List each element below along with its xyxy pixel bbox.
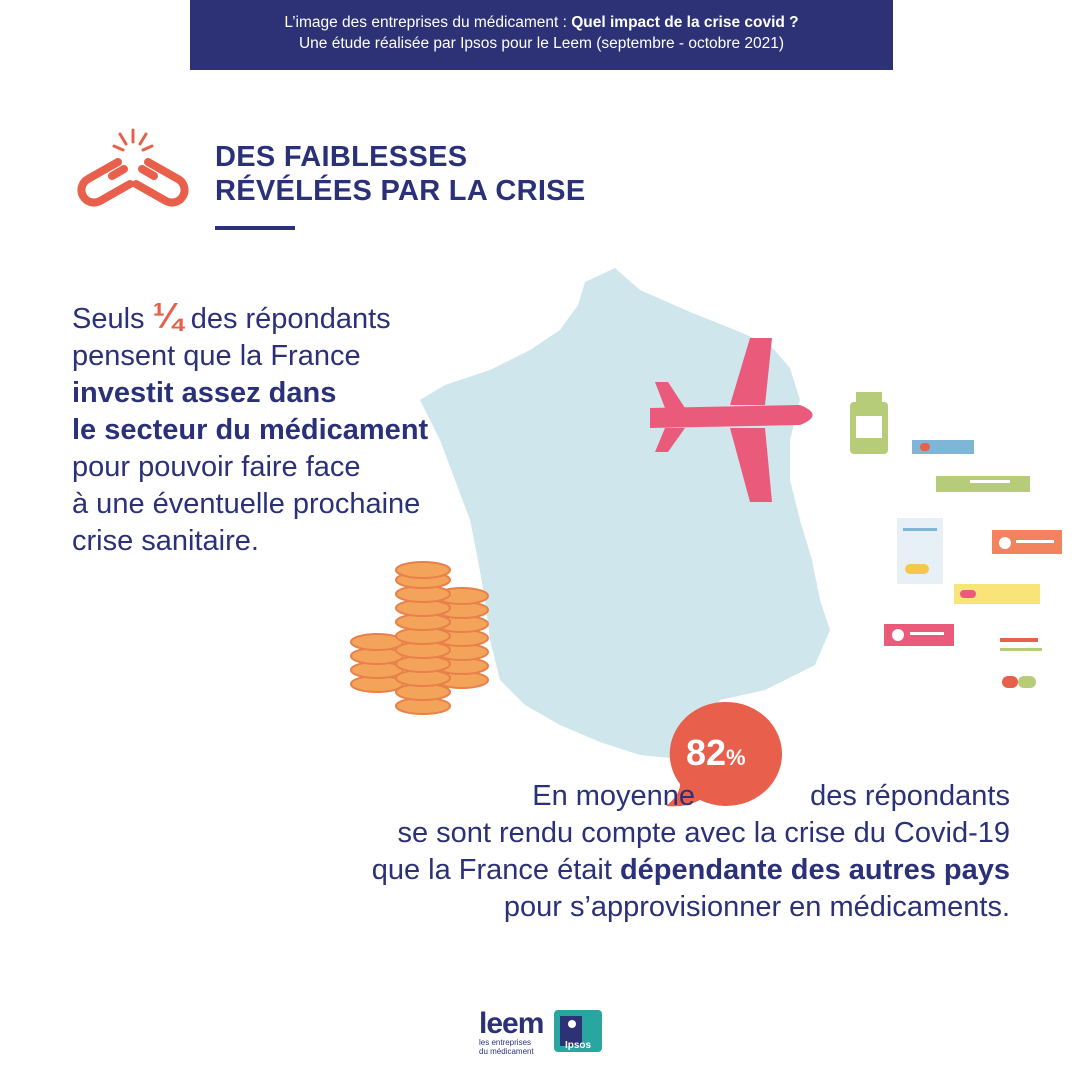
ipsos-logo [554, 1010, 602, 1052]
section-title-line1: DES FAIBLESSES [215, 141, 468, 173]
stat2-line2: se sont rendu compte avec la crise du Covid-19 [397, 817, 1010, 849]
stat2-value: 82 [686, 732, 727, 773]
coin-stacks [351, 562, 488, 714]
stat1-line1-rest: des répondants [190, 303, 391, 335]
section-title-line2: RÉVÉLÉES PAR LA CRISE [215, 175, 586, 207]
stat2-line1 [250, 778, 1010, 815]
stat1-prefix: Seuls [72, 303, 145, 335]
pill-label-icons [884, 440, 1062, 688]
stat2-line4: pour s’approvisionner en médicaments. [503, 891, 1010, 923]
stat2-badge [686, 733, 776, 778]
banner-title-bold: Quel impact de la crise covid ? [571, 14, 799, 31]
stat2-unit: % [726, 745, 746, 770]
stat1-bold2: le secteur du médicament [72, 414, 429, 446]
stat1-line2: pensent que la France [72, 340, 361, 372]
medicine-jar-icon [850, 392, 888, 454]
leem-logo-word: leem [479, 1007, 544, 1040]
leem-logo-tag2: du médicament [479, 1047, 534, 1056]
stat1-line5: pour pouvoir faire face [72, 451, 361, 483]
leem-logo [479, 1007, 544, 1056]
stat2-line3-plain: que la France était [371, 854, 620, 886]
banner-subtitle: Une étude réalisée par Ipsos pour le Leem (septembre - octobre 2021) [298, 35, 785, 52]
stat1-fraction: ¼ [152, 295, 183, 336]
stat1-line1 [72, 297, 532, 338]
coin-stack-center [396, 562, 450, 714]
stat2-line3 [250, 852, 1010, 889]
stat1-line7: crise sanitaire. [72, 525, 259, 557]
banner-title-prefix: L’image des entreprises du médicament : [284, 14, 572, 31]
stat1-text [72, 297, 532, 560]
ipsos-logo-text: Ipsos [564, 1040, 592, 1051]
stat2-text [250, 778, 1010, 926]
stat1-line6: à une éventuelle prochaine [72, 488, 421, 520]
leem-logo-tag1: les entreprises [479, 1038, 532, 1047]
stat2-line1-rest: des répondants [810, 780, 1010, 812]
stat2-prefix: En moyenne [532, 780, 696, 812]
stat2-line3-bold: dépendante des autres pays [619, 854, 1010, 886]
stat1-bold1: investit assez dans [72, 377, 337, 409]
